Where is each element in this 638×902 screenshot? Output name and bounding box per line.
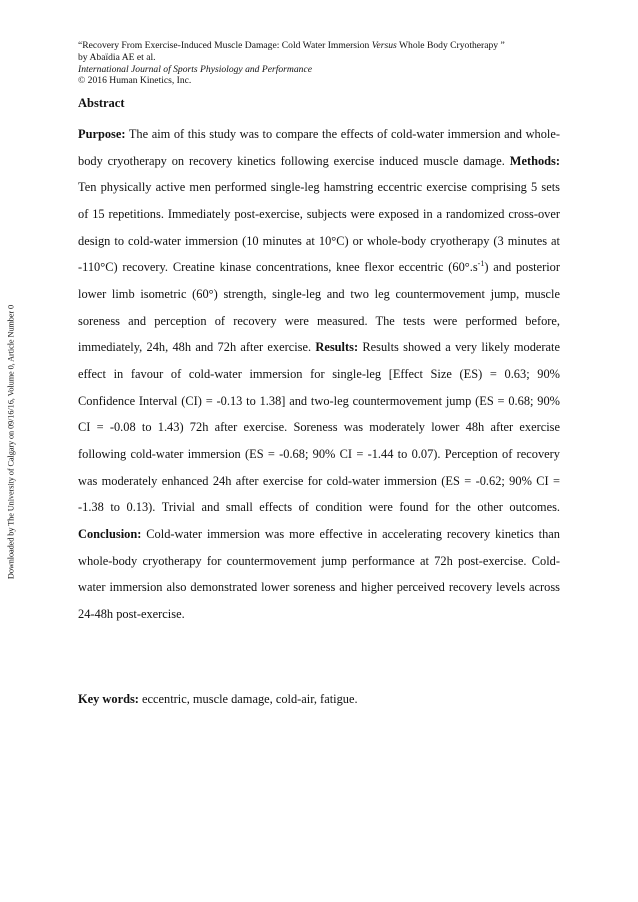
keywords-label: Key words:	[78, 692, 139, 706]
methods-label: Methods:	[509, 153, 560, 168]
methods-text-1: Ten physically active men performed single-leg hamstring eccentric exercise comprising 5 sets of 15 repetitions. Immediately post-exercise, subjects were exposed in a randomized cross-over design to cold-water immersion (10 minutes at 10°C) or whole-body cryotherapy (3 minutes at -110°C) recovery. Creatine kinase concentrations, knee flexor eccentric (60°.s	[78, 180, 560, 275]
author-line: by Abaïdia AE et al.	[78, 51, 156, 63]
results-text: Results showed a very likely moderate effect in favour of cold-water immersion for single-leg [Effect Size (ES) = 0.63; 90% Confidence Interval (CI) = -0.13 to 1.38] and two-leg countermovement jump (ES = 0.68; 90% CI = -0.08 to 1.43) 72h after exercise. Soreness was moderately lower 48h after exercise following cold-water immersion (ES = -0.68; 90% CI = -1.44 to 0.07). Perception of recovery was moderately enhanced 24h after exercise for cold-water immersion (ES = -0.62; 90% CI = -1.38 to 0.13). Trivial and small effects of condition were found for the other outcomes.	[78, 340, 560, 515]
title-start: “Recovery From Exercise-Induced Muscle Damage: Cold Water Immersion	[78, 40, 372, 51]
download-stamp-text: Downloaded by The University of Calgary on 09/16/16, Volume 0, Article Number 0	[6, 304, 16, 580]
download-stamp	[0, 0, 22, 902]
article-title-line	[78, 40, 578, 52]
article-header	[78, 40, 578, 87]
abstract-body	[78, 121, 560, 627]
keywords-text: eccentric, muscle damage, cold-air, fatigue.	[138, 692, 358, 706]
conclusion-text: Cold-water immersion was more effective in accelerating recovery kinetics than whole-body cryotherapy for countermovement jump performance at 72h post-exercise. Cold-water immersion also demonstrated lower soreness and higher perceived recovery levels across 24-48h post-exercise.	[78, 526, 560, 621]
journal-line	[78, 64, 578, 76]
purpose-label: Purpose:	[78, 127, 126, 141]
methods-superscript: -1	[477, 259, 485, 269]
methods-text-2: ) and posterior lower limb isometric (60°) strength, single-leg and two leg countermovement jump, muscle soreness and perception of recovery were measured. The tests were performed before, immediately, 24h, 48h and 72h after exercise.	[78, 260, 560, 355]
results-label: Results:	[315, 340, 359, 355]
journal-name: International Journal of Sports Physiology and Performance	[78, 63, 312, 75]
copyright-line: © 2016 Human Kinetics, Inc.	[78, 75, 192, 87]
abstract-heading: Abstract	[78, 96, 125, 110]
purpose-text: The aim of this study was to compare the effects of cold-water immersion and whole-body cryotherapy on recovery kinetics following exercise induced muscle damage.	[78, 127, 560, 168]
keywords	[78, 692, 560, 707]
title-italic: Versus	[371, 40, 397, 51]
title-end: Whole Body Cryotherapy ”	[396, 40, 505, 51]
conclusion-label: Conclusion:	[78, 526, 142, 541]
